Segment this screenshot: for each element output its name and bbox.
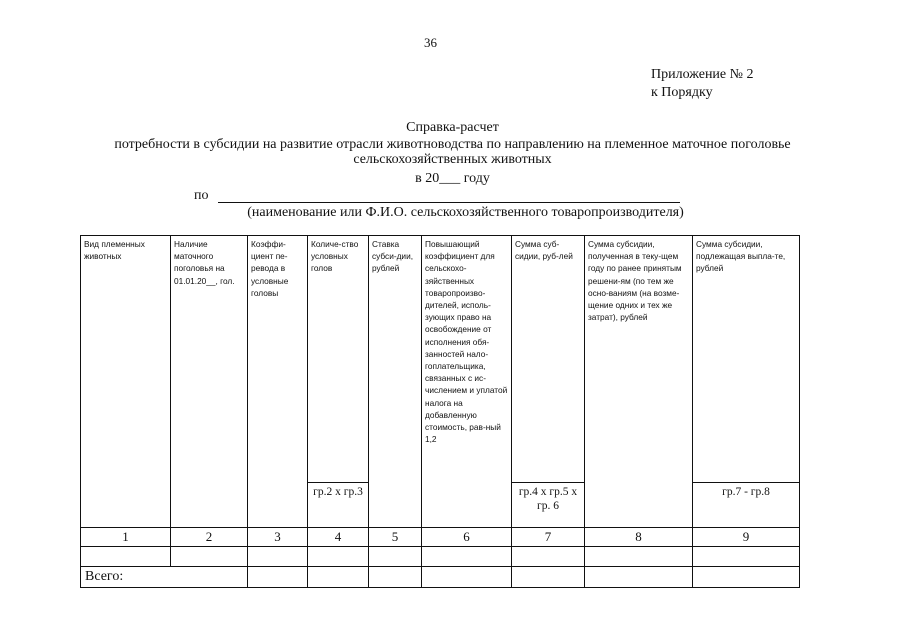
page-number: 36 (424, 35, 437, 50)
data-cell[interactable] (171, 547, 248, 567)
total-row (81, 567, 800, 588)
column-number: 5 (369, 528, 422, 547)
appendix-note (651, 66, 754, 102)
formula-col-9: гр.7 - гр.8 (693, 483, 800, 528)
total-cell[interactable] (693, 567, 800, 588)
formula-col-7: гр.4 х гр.5 х гр. 6 (512, 483, 585, 528)
data-cell[interactable] (512, 547, 585, 567)
total-cell[interactable] (512, 567, 585, 588)
column-number: 9 (693, 528, 800, 547)
appendix-line2: к Порядку (651, 85, 713, 100)
data-cell[interactable] (308, 547, 369, 567)
column-number: 8 (585, 528, 693, 547)
column-number-row (81, 528, 800, 547)
header-col-7: Сумма суб-сидии, руб-лей (512, 236, 585, 483)
calculation-table (80, 235, 800, 588)
column-number: 1 (81, 528, 171, 547)
document-subtitle-line2: сельскохозяйственных животных (353, 152, 552, 167)
data-cell[interactable] (81, 547, 171, 567)
total-cell[interactable] (308, 567, 369, 588)
header-row (81, 236, 800, 483)
column-number: 6 (422, 528, 512, 547)
data-cell[interactable] (422, 547, 512, 567)
header-col-4: Количе-ство условных голов (308, 236, 369, 483)
data-cell[interactable] (369, 547, 422, 567)
document-title: Справка-расчет (406, 120, 499, 135)
column-number: 4 (308, 528, 369, 547)
total-cell[interactable] (369, 567, 422, 588)
column-number: 3 (248, 528, 308, 547)
total-cell[interactable] (585, 567, 693, 588)
header-col-6: Повышающий коэффициент для сельскохо-зяйственных товаропроизво-дителей, исполь-зующих право на освобождение от исполнения обя-занностей нало-гоплательщика, связанных с ис-числением и уплатой налога на добавленную стоимость, рав-ный 1,2 (422, 236, 512, 528)
data-cell[interactable] (248, 547, 308, 567)
po-label: по (194, 188, 209, 203)
header-col-3: Коэффи-циент пе-ревода в условные головы (248, 236, 308, 528)
header-col-1: Вид племенных животных (81, 236, 171, 528)
header-col-2: Наличие маточного поголовья на 01.01.20__, гол. (171, 236, 248, 528)
document-subtitle-line1: потребности в субсидии на развитие отрасли животноводства по направлению на племенное маточное поголовье (114, 137, 791, 152)
total-cell[interactable] (422, 567, 512, 588)
header-col-9: Сумма субсидии, подлежащая выпла-те, рублей (693, 236, 800, 483)
producer-name-blank-line (218, 202, 680, 203)
producer-name-caption: (наименование или Ф.И.О. сельскохозяйственного товаропроизводителя) (247, 205, 684, 220)
data-cell[interactable] (693, 547, 800, 567)
year-line: в 20___ году (415, 171, 490, 186)
column-number: 7 (512, 528, 585, 547)
appendix-line1: Приложение № 2 (651, 67, 754, 82)
total-cell[interactable] (248, 567, 308, 588)
header-col-5: Ставка субси-дии, рублей (369, 236, 422, 528)
data-cell[interactable] (585, 547, 693, 567)
formula-col-4: гр.2 х гр.3 (308, 483, 369, 528)
column-number: 2 (171, 528, 248, 547)
total-label: Всего: (81, 567, 248, 588)
header-col-8: Сумма субсидии, полученная в теку-щем году по ранее принятым решени-ям (по тем же осно-ваниям (на возме-щение одних и тех же затрат), рублей (585, 236, 693, 528)
blank-data-row (81, 547, 800, 567)
